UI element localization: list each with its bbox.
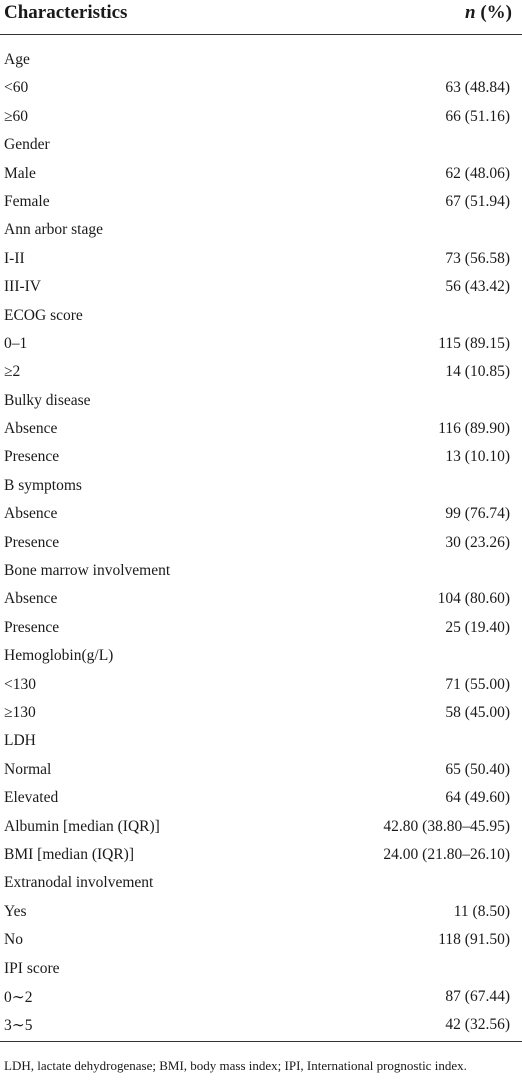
row-label: Normal [4, 760, 52, 778]
table-row [0, 329, 522, 357]
table-row [0, 471, 522, 499]
row-value: 73 (56.58) [445, 249, 510, 267]
table-row [0, 102, 522, 130]
row-label: No [4, 931, 23, 949]
row-value: 115 (89.15) [438, 334, 510, 352]
table-row [0, 954, 522, 982]
header-percent: (%) [475, 2, 512, 23]
row-label: Presence [4, 618, 60, 636]
row-label: BMI [median (IQR)] [4, 845, 134, 863]
row-value: 104 (80.60) [437, 590, 510, 608]
header-n: n [465, 2, 476, 23]
table-row [0, 187, 522, 215]
row-value: 30 (23.26) [445, 533, 510, 551]
table-row [0, 159, 522, 187]
table-row [0, 897, 522, 925]
row-value: 11 (8.50) [453, 902, 510, 920]
row-value: 14 (10.85) [445, 363, 510, 381]
table-header [0, 0, 522, 35]
row-label: Yes [4, 902, 27, 920]
table-row [0, 698, 522, 726]
table-row [0, 215, 522, 243]
table-row [0, 244, 522, 272]
row-label: Gender [4, 136, 50, 154]
row-label: ECOG score [4, 306, 83, 324]
row-label: B symptoms [4, 476, 82, 494]
table-row [0, 670, 522, 698]
row-label: LDH [4, 732, 36, 750]
header-spacer [0, 35, 522, 45]
table-row [0, 925, 522, 953]
row-label: Hemoglobin(g/L) [4, 647, 114, 665]
header-n-percent [465, 2, 512, 24]
row-label: Presence [4, 448, 60, 466]
row-label: 3∼5 [4, 1017, 33, 1035]
row-value: 116 (89.90) [438, 420, 510, 438]
table-row [0, 499, 522, 527]
table-row [0, 783, 522, 811]
table-body [0, 45, 522, 1039]
row-label: Bone marrow involvement [4, 562, 171, 580]
row-value: 64 (49.60) [445, 789, 510, 807]
row-label: I-II [4, 249, 25, 267]
table-row [0, 812, 522, 840]
table-row [0, 840, 522, 868]
row-label: Ann arbor stage [4, 221, 103, 239]
row-label: <130 [4, 675, 36, 693]
table-row [0, 613, 522, 641]
table-row [0, 45, 522, 73]
table-row [0, 272, 522, 300]
row-label: ≥60 [4, 107, 29, 125]
table-row [0, 73, 522, 101]
row-label: Presence [4, 533, 60, 551]
row-value: 67 (51.94) [445, 192, 510, 210]
table-row [0, 726, 522, 754]
row-value: 118 (91.50) [438, 931, 510, 949]
row-label: Extranodal involvement [4, 874, 154, 892]
row-label: ≥130 [4, 703, 36, 721]
table-row [0, 442, 522, 470]
row-label: Female [4, 192, 50, 210]
row-value: 71 (55.00) [445, 675, 510, 693]
row-value: 24.00 (21.80–26.10) [383, 845, 510, 863]
table-row [0, 868, 522, 896]
row-value: 65 (50.40) [445, 760, 510, 778]
row-value: 42 (32.56) [445, 1016, 510, 1034]
row-label: Absence [4, 420, 58, 438]
row-value: 66 (51.16) [445, 107, 510, 125]
row-label: 0∼2 [4, 988, 33, 1006]
row-value: 25 (19.40) [445, 618, 510, 636]
row-label: 0–1 [4, 334, 28, 352]
row-value: 56 (43.42) [445, 278, 510, 296]
row-label: III-IV [4, 278, 42, 296]
table-row [0, 584, 522, 612]
row-label: IPI score [4, 959, 60, 977]
table-row [0, 528, 522, 556]
row-value: 58 (45.00) [445, 703, 510, 721]
row-value: 42.80 (38.80–45.95) [383, 817, 510, 835]
table-row [0, 301, 522, 329]
table-footnote: LDH, lactate dehydrogenase; BMI, body mass index; IPI, International prognostic index. [4, 1058, 467, 1073]
table-row [0, 414, 522, 442]
table-row [0, 130, 522, 158]
row-value: 13 (10.10) [445, 448, 510, 466]
table-row [0, 386, 522, 414]
table-bottom-rule [0, 1041, 522, 1042]
table-row [0, 1010, 522, 1038]
table-row [0, 755, 522, 783]
row-label: Absence [4, 590, 58, 608]
table-row [0, 556, 522, 584]
header-characteristics: Characteristics [4, 2, 128, 23]
row-label: Bulky disease [4, 391, 91, 409]
row-value: 62 (48.06) [445, 164, 510, 182]
table-row [0, 982, 522, 1010]
row-label: Elevated [4, 789, 59, 807]
row-label: Age [4, 51, 30, 68]
row-value: 99 (76.74) [445, 505, 510, 523]
row-label: <60 [4, 79, 29, 97]
row-label: ≥2 [4, 363, 21, 381]
table-row [0, 641, 522, 669]
row-label: Male [4, 164, 36, 182]
table-row [0, 357, 522, 385]
row-value: 87 (67.44) [445, 987, 510, 1005]
row-label: Absence [4, 505, 58, 523]
row-label: Albumin [median (IQR)] [4, 817, 160, 835]
row-value: 63 (48.84) [445, 79, 510, 97]
